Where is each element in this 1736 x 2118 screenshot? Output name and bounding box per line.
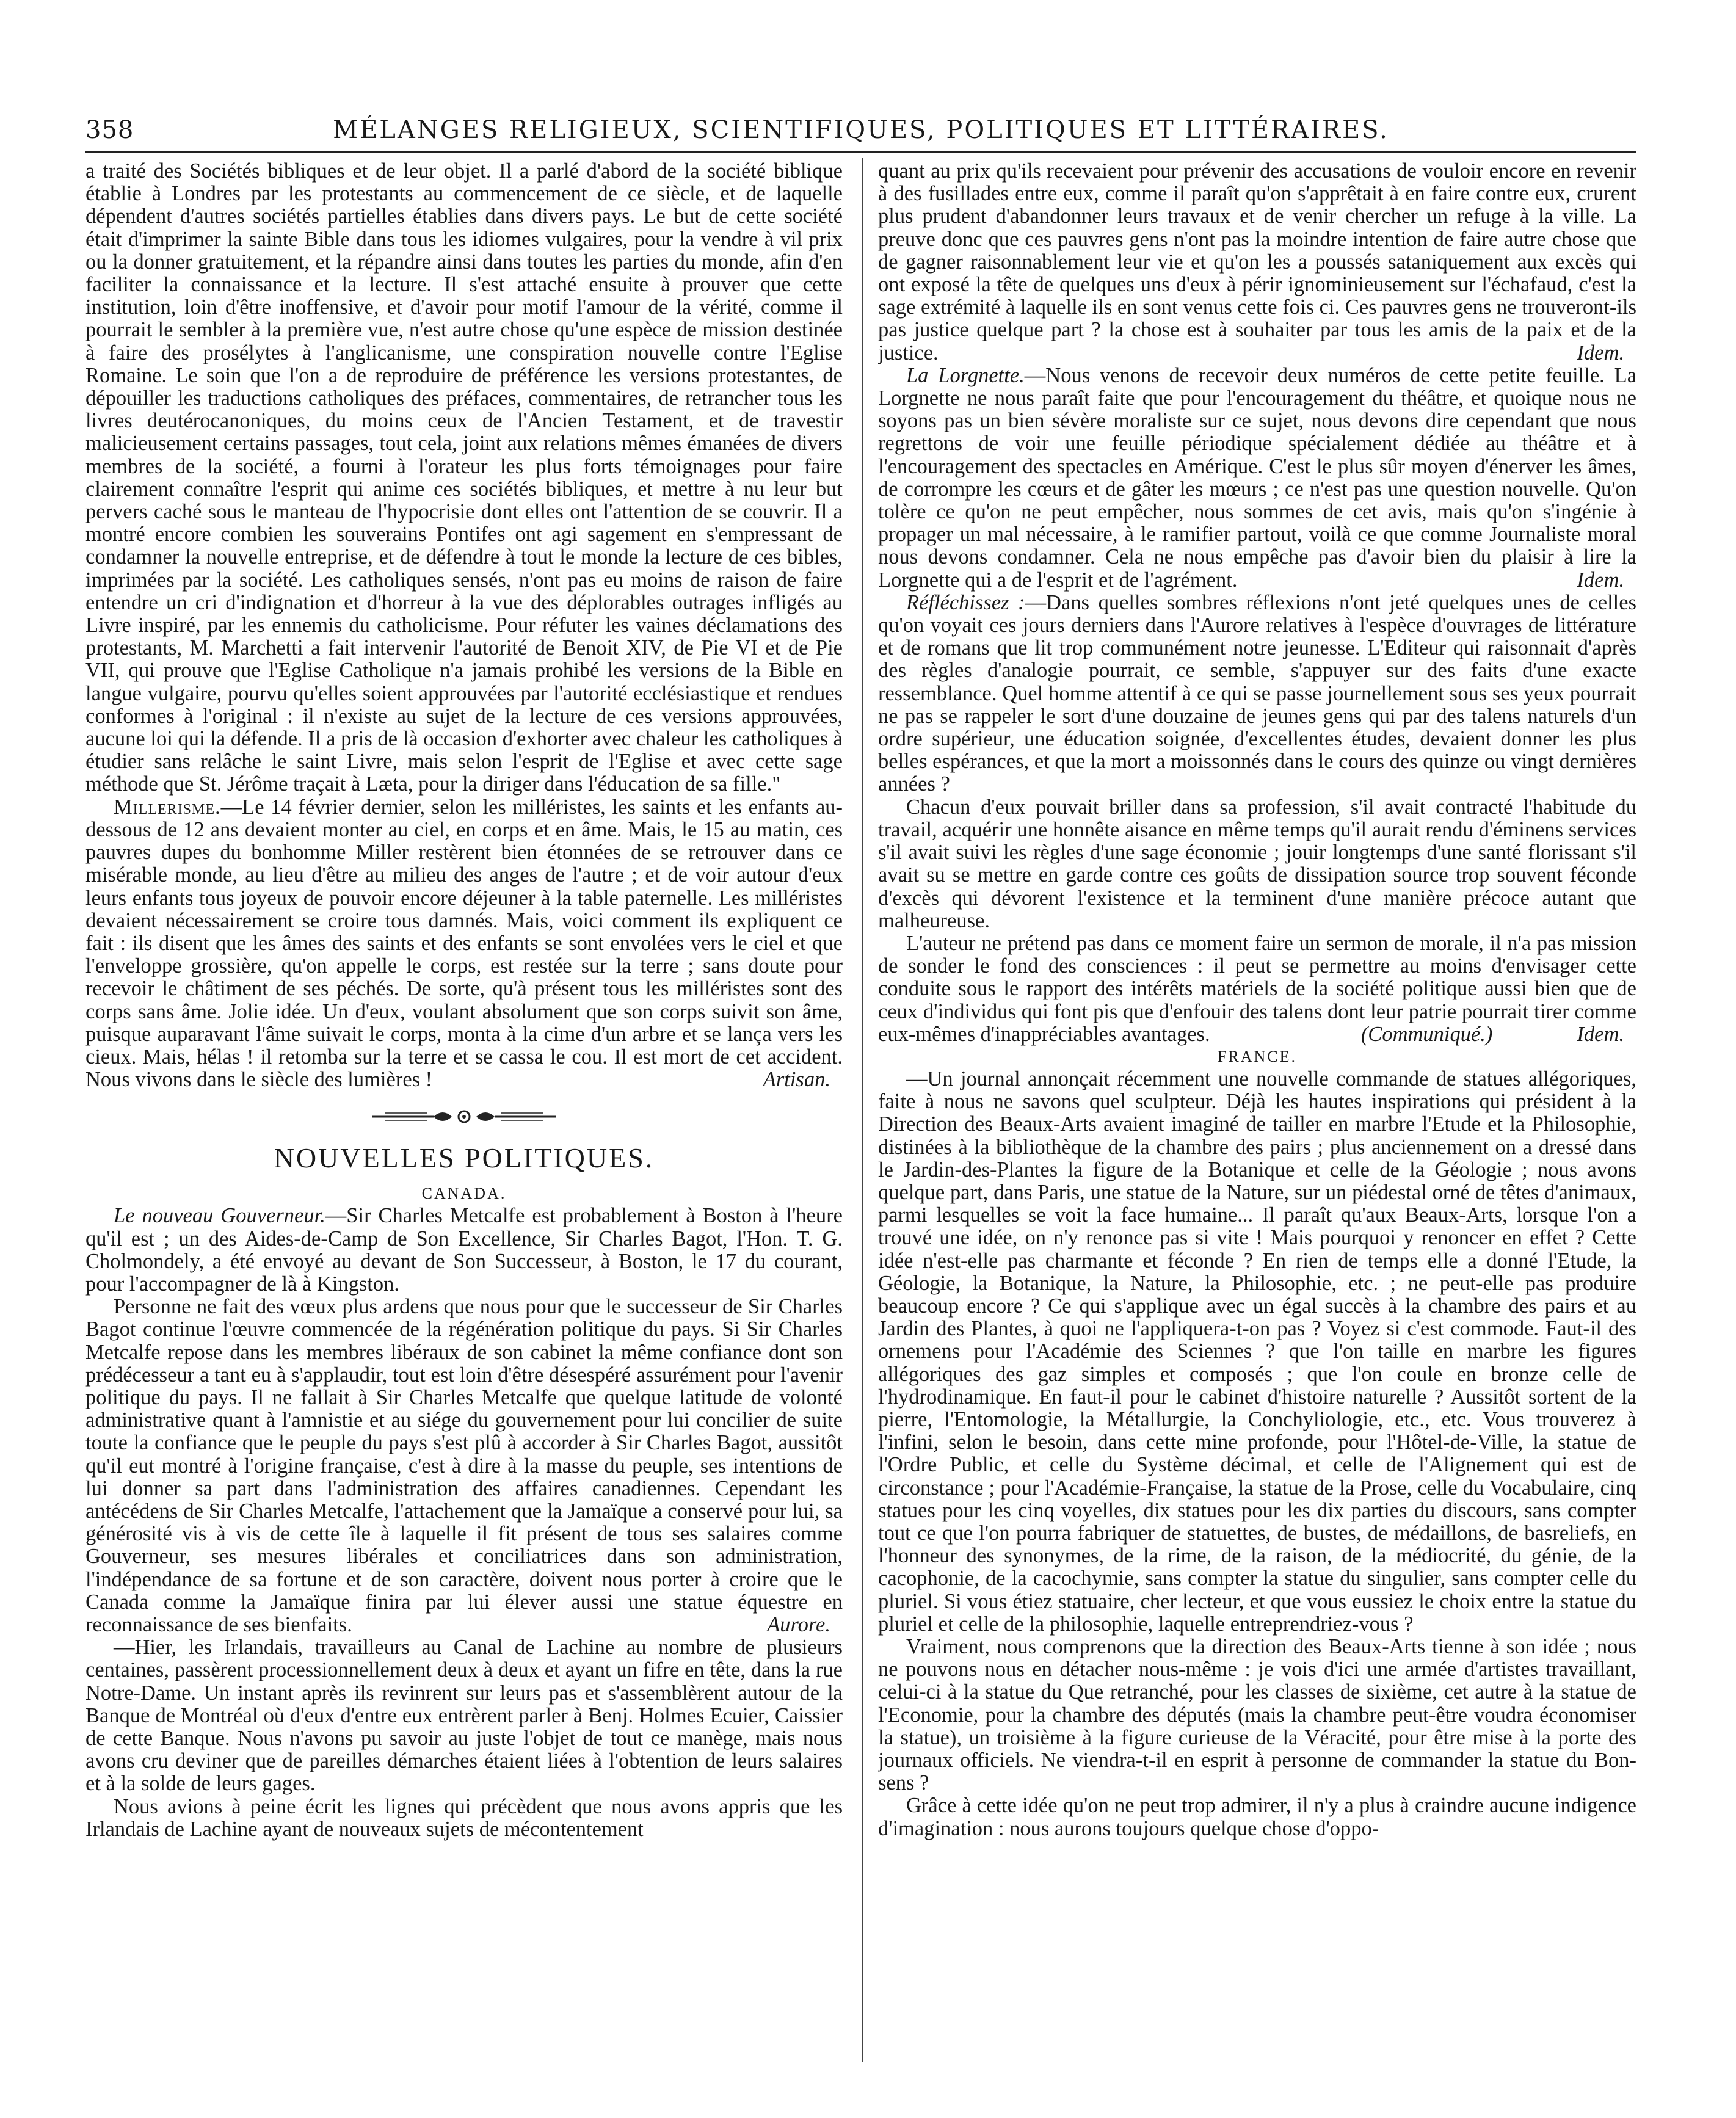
section-ornament — [85, 1098, 843, 1135]
millerisme-signature: Artisan. — [763, 1068, 830, 1092]
subheading-canada: CANADA. — [421, 1184, 507, 1203]
reflechissez-lead: Réfléchissez : — [906, 590, 1025, 614]
header-rule — [85, 151, 1636, 153]
article-auteur — [878, 932, 1636, 1046]
auteur-signature-block — [1333, 1023, 1636, 1046]
article-nous-avions: Nous avions à peine écrit les lignes qui précèdent que nous avons appris que les Irlandais de Lachine ayant de nouveaux sujets de mécontentement — [85, 1794, 843, 1841]
subheading-france: FRANCE. — [1217, 1047, 1298, 1065]
article-reflechissez — [878, 592, 1636, 796]
article-grace: Grâce à cette idée qu'on ne peut trop admirer, il n'y a plus à craindre aucune indigence d'imagination : nous aurons toujours quelque chose d'oppo- — [878, 1794, 1636, 1840]
lorgnette-signature: Idem. — [1577, 568, 1624, 592]
lorgnette-lead: La Lorgnette. — [906, 363, 1025, 387]
article-chacun: Chacun d'eux pouvait briller dans sa profession, s'il avait contracté l'habitude du travail, acquérir une honnête aisance en même temps qu'il aurait rendu d'éminens services s'il avait suivi les règles d'une sage économie ; jouir longtemps d'une santé florissant s'il avait su se mettre en garde contre ces goûts de dissipation source trop souvent féconde d'excès qui dévorent l'existence et la terminent d'une manière précoce autant que malheureuse. — [878, 795, 1636, 932]
auteur-communique: (Communiqué.) — [1360, 1022, 1493, 1046]
article-millerisme — [85, 796, 843, 1092]
gouverneur-text: —Sir Charles Metcalfe est probablement à Boston à l'heure qu'il est ; un des Aides-de-Camp de Son Excellence, Sir Charles Bagot, l'Hon. T. G. Cholmondely, a été envoyé au devant de Son Successeur, à Boston, le 17 du courant, pour l'accompagner de là à Kingston. — [85, 1204, 843, 1296]
article-irlandais: —Hier, les Irlandais, travailleurs au Canal de Lachine au nombre de plusieurs centaines, passèrent processionnellement deux à deux et ayant un fifre en tête, dans la rue Notre-Dame. Un instant après ils revinrent sur leurs pas et s'assemblèrent autour de la Banque de Montréal où d'eux d'entre eux entrèrent parler à Benj. Holmes Ecuier, Caissier de cette Banque. Nous n'avons pu savoir au juste l'objet de tout ce manège, mais nous avons cru deviner que de pareilles démarches étaient liées à l'obtention de leurs salaires et à la solde de leurs gages. — [85, 1636, 843, 1796]
page-header — [85, 116, 1636, 153]
article-continuation — [878, 160, 1636, 364]
left-column — [85, 160, 843, 2065]
continuation-text: quant au prix qu'ils recevaient pour prévenir des accusations de vouloir encore en revenir à des fusillades entre eux, comme il paraît qu'on s'apprêtait à en faire contre eux, crurent plus prudent d'abandonner leurs travaux et de venir chercher un refuge à la ville. La preuve donc que ces pauvres gens n'ont pas la moindre intention de faire autre chose que de gagner raisonnablement leur vie et qu'on les a poussés sataniquement aux excès qui ont exposé la tête de quelques uns d'eux à périr ignominieusement sur l'échafaud, c'est la sage extrémité à laquelle ils en sont venus cette fois ci. Ces pauvres gens ne trouveront-ils pas justice quelque part ? la chose est à souhaiter par tous les amis de la paix et de la justice. — [878, 160, 1636, 364]
article-bibliques-text: a traité des Sociétés bibliques et de leur objet. Il a parlé d'abord de la société biblique établie à Londres par les protestants au commencement de ce siècle, et de laquelle dépendent d'autres sociétés partielles établies dans divers pays. Le but de cette société était d'imprimer la sainte Bible dans tous les idiomes vulgaires, pour la vendre à vil prix ou la donner gratuitement, et la répandre ainsi dans toutes les parties du monde, afin d'en faciliter la connaissance et la lecture. Il s'est attaché ensuite à prouver que cette institution, loin d'être inoffensive, et d'avoir pour motif l'amour de la vérité, comme il pourrait le sembler à la première vue, n'est autre chose qu'une espèce de mission destinée à faire des prosélytes à l'anglicanisme, une conspiration nouvelle contre l'Eglise Romaine. Le soin que l'on a de reproduire de préférence les versions protestantes, de dépouiller les traductions catholiques des préfaces, commentaires, de retrancher tous les livres deutérocanoniques, du moins ceux de l'Ancien Testament, et de travestir malicieusement certains passages, tout cela, joint aux relations mêmes émanées de divers membres de la société, a fourni à l'orateur les plus forts témoignages pour faire clairement connaître l'esprit qui anime ces sociétés bibliques, et mettre à nu leur but pervers caché sous le manteau de l'hypocrisie dont elles ont l'attention de se couvrir. Il a montré encore combien les souverains Pontifes ont agi sagement en s'empressant de condamner la nouvelle entreprise, et de défendre à tout le monde la lecture de ces bibles, imprimées par la société. Les catholiques sensés, n'ont pas eu moins de raison de faire entendre un cri d'indignation et d'horreur à la vue des déplorables outrages infligés au Livre inspiré, par les ennemis du catholicisme. Pour réfuter les vaines déclamations des protestants, M. Marchetti a fait intervenir l'autorité de Benoit XIV, de Pie VI et de Pie VII, qui prouve que l'Eglise Catholique n'a jamais prohibé les versions de la Bible en langue vulgaire, pourvu qu'elles soient approuvées par l'autorité ecclésiastique et rendues conformes à l'original : il n'existe au sujet de la lecture de ces versions approuvées, aucune loi qui la défende. Il a pris de là occasion d'exhorter avec chaleur les catholiques à étudier sans relâche le saint Livre, mais selon l'esprit de l'Eglise et avec cette sage méthode que St. Jérôme traçait à Læta, pour la diriger dans l'éducation de sa fille." — [85, 160, 843, 796]
gouverneur-lead: Le nouveau Gouverneur. — [114, 1204, 325, 1228]
personne-text: Personne ne fait des vœux plus ardens que nous pour que le successeur de Sir Charles Bagot continue l'œuvre commencée de la régénération politique du pays. Si Sir Charles Metcalfe repose dans les membres libéraux de son cabinet la même confiance dont son prédécesseur a tant eu à s'applaudir, tout est loin d'être désespéré assurément pour l'avenir politique du pays. Il ne fallait à Sir Charles Metcalfe que quelque latitude de volonté administrative quant à l'amnistie et au siége du gouvernement pour lui concilier de suite toute la confiance que le peuple du pays s'est plû à accorder à Sir Charles Bagot, aussitôt qu'il eut montré à l'origine française, c'est à dire à la masse du peuple, ses intentions de lui donner sa part dans l'administration des affaires canadiennes. Cependant les antécédens de Sir Charles Metcalfe, l'attachement que la Jamaïque a conservé pour lui, sa générosité vis à vis de cette île à laquelle il fit présent de tous ses salaires comme Gouverneur, ses mesures libérales et conciliatrices dans son administration, l'indépendance de sa fortune et de son caractère, doivent nous porter à croire que le Canada comme la Jamaïque finira par lui élever aussi une statue équestre en reconnaissance de ses bienfaits. — [85, 1295, 843, 1636]
column-divider — [862, 158, 863, 2062]
article-lorgnette — [878, 364, 1636, 592]
auteur-text: L'auteur ne prétend pas dans ce moment faire un sermon de morale, il n'a pas mission de sonder le fond des consciences : il peut se permettre au moins d'envisager cette conduite sous le rapport des intérêts matériels de la société politique aussi bien que de ceux d'individus qui font pis que d'enfouir des talens dont leur patrie pourrait tirer comme eux-mêmes d'inappréciables avantages. — [878, 931, 1636, 1046]
lorgnette-text: —Nous venons de recevoir deux numéros de cette petite feuille. La Lorgnette ne nous paraît faite que pour l'encouragement du théâtre, et quoique nous ne soyons pas un bien sévère moraliste sur ce sujet, nous devons dire cependant que nous regrettons de voir une feuille périodique spécialement dédiée au théâtre et à l'encouragement des spectacles en Amérique. C'est le plus sûr moyen d'énerver les âmes, de corrompre les cœurs et de gâter les mœurs ; ce n'est pas une question nouvelle. Qu'on tolère ce qu'on ne peut empêcher, nous sommes de cet avis, mais qu'on s'ingénie à propager un mal nécessaire, à le ramifier partout, voilà ce que comme Journaliste moral nous devons condamner. Cela ne nous empêche pas d'avoir bien du plaisir à lire la Lorgnette qui a de l'esprit et de l'agrément. — [878, 363, 1636, 592]
article-vraiment: Vraiment, nous comprenons que la direction des Beaux-Arts tienne à son idée ; nous ne pouvons nous en détacher nous-même : je vois d'ici une armée d'artistes travaillant, celui-ci à la statue du Que retranché, pour les classes de sixième, cet autre à la statue de l'Economie, pour la chambre des députés (mais la chambre peut-être voudra économiser la statue), un troisième à la figure curieuse de la Véracité, pour être mise à la porte des journaux officiels. Ne viendra-t-il en esprit à personne de commander la statue du Bon-sens ? — [878, 1635, 1636, 1795]
article-gouverneur — [85, 1205, 843, 1296]
article-personne — [85, 1296, 843, 1636]
ornament-flourish-icon — [366, 1104, 562, 1129]
continuation-signature: Idem. — [1577, 341, 1624, 364]
reflechissez-text: —Dans quelles sombres réflexions n'ont jeté quelques unes de celles qu'on voyait ces jours derniers dans l'Aurore relatives à l'espèce d'ouvrages de littérature et de romans que lit trop communément notre jeunesse. L'Editeur qui raisonnait d'après des règles d'analogie pourrait, ce semble, s'appuyer sur des faits d'une exacte ressemblance. Quel homme attentif à ce qui se passe journellement sous ses yeux pourrait ne pas se rappeler le sort d'une douzaine de jeunes gens qui par des talens naturels d'un ordre supérieur, une éducation soignée, d'excellentes études, devaient donner les plus belles espérances, et que la mort a moissonnés dans le cours des quinze ou vingt dernières années ? — [878, 590, 1636, 796]
page-number: 358 — [85, 116, 134, 144]
millerisme-text: —Le 14 février dernier, selon les milléristes, les saints et les enfants au-dessous de 12 ans devaient monter au ciel, en corps et en âme. Mais, le 15 au matin, ces pauvres dupes du bonhomme Miller restèrent bien étonnées de se retrouver dans ce misérable monde, au lieu d'être au milieu des anges de l'autre ; et de voir autour d'eux leurs enfants tous joyeux de pouvoir encore déjeuner à la table paternelle. Les milléristes devaient nécessairement se croire tous damnés. Mais, voici comment ils expliquent ce fait : ils disent que les âmes des saints et des enfants se sont envolées vers le ciel et que l'enveloppe grossière, qu'on appelle le corps, est restée sur la terre ; sans doute pour recevoir le châtiment de ses péchés. De sorte, qu'à présent tous les milléristes sont des corps sans âme. Jolie idée. Un d'eux, voulant absolument que son corps suivit son âme, puisque auparavant l'âme suivait le corps, monta à la cime d'un arbre et se lança vers les cieux. Mais, hélas ! il retomba sur la terre et se cassa le cou. Il est mort de cet accident. Nous vivons dans le siècle des lumières ! — [85, 795, 843, 1092]
personne-signature: Aurore. — [767, 1612, 830, 1636]
millerisme-label: Millerisme. — [114, 795, 221, 819]
section-heading-nouvelles-politiques: NOUVELLES POLITIQUES. — [274, 1142, 655, 1174]
article-statues: —Un journal annonçait récemment une nouvelle commande de statues allégoriques, faite à nous ne savons quel sculpteur. Déjà les hautes inspirations qui président à la Direction des Beaux-Arts avaient imaginé de tailler en marbre l'Etude et la Philosophie, distinées à la bibliothèque de la chambre des pairs ; plus anciennement on a dressé dans le Jardin-des-Plantes la figure de la Botanique et celle de la Géologie ; nous avons quelque part, dans Paris, une statue de la Nature, sur un piédestal orné de têtes d'animaux, parmi lesquelles se voit la face humaine... Il paraît qu'aux Beaux-Arts, lorsque l'on a trouvé une idée, on n'y renonce pas si vite ! Mais pourquoi y renoncer en effet ? Cette idée n'est-elle pas charmante et féconde ? En rien de temps elle a donné l'Etude, la Géologie, la Botanique, la Nature, la Philosophie, etc. ; ne peut-elle pas produire beaucoup encore ? Ce qui s'applique avec un égal succès à la chambre des pairs et au Jardin des Plantes, à quoi ne l'appliquera-t-on pas ? Voyez si c'est commode. Faut-il des ornemens pour l'Académie des Sciennes ? que l'on taille en marbre les figures allégoriques des gaz simples et composés ; que l'on coule en bronze celle de l'hydrodinamique. En faut-il pour le cabinet d'histoire naturelle ? Aussitôt sortent de la pierre, l'Entomologie, la Métallurgie, la Conchyliologie, etc., etc. Vous trouverez à l'infini, selon le besoin, dans cette mine profonde, pour l'Hôtel-de-Ville, la statue de l'Ordre Public, et celle du Système décimal, et celle de l'Alignement qui est de circonstance ; pour l'Académie-Française, la statue de la Prose, celle du Vocabulaire, cinq statues pour les cinq voyelles, dix statues pour les dix parties du discours, sans compter tout ce que l'on pourra fabriquer de statuettes, de bustes, de médaillons, de basreliefs, en l'honneur des synonymes, de la rime, de la raison, de la médiocrité, du génie, de la cacophonie, de la cacochymie, sans compter la statue du singulier, sans compter celle du pluriel. Si vous étiez statuaire, cher lecteur, et que vous eussiez le choix entre la statue du pluriel et celle de la philosophie, laquelle entreprendriez-vous ? — [878, 1067, 1636, 1636]
right-column — [878, 160, 1636, 2065]
running-title: MÉLANGES RELIGIEUX, SCIENTIFIQUES, POLITIQUES ET LITTÉRAIRES. — [333, 116, 1389, 144]
auteur-signature: Idem. — [1577, 1022, 1624, 1046]
